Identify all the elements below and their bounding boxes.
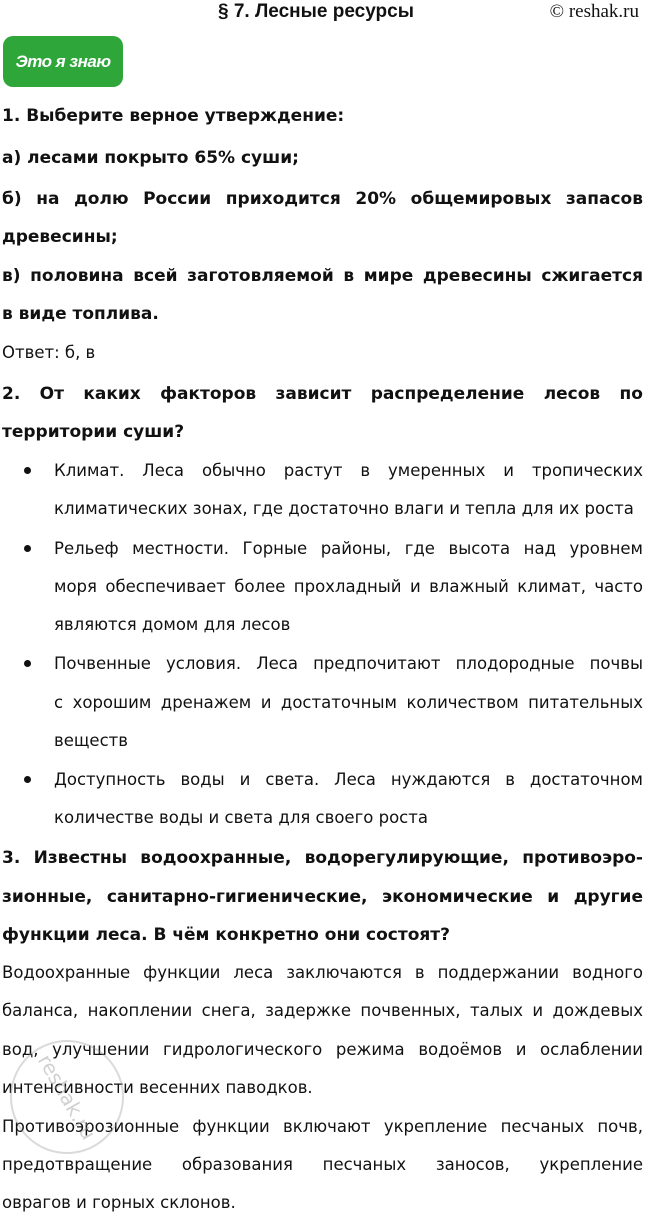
question-2-title-line-1: 2. От каких факторов зависит распределение лесов по [2, 384, 643, 404]
paragraph-line: баланса, накоплении снега, задержке почвенных, талых и дождевых [2, 1001, 643, 1020]
paragraph-line: Водоохранные функции леса заключаются в поддержании водного [2, 963, 643, 982]
bullet-icon [24, 776, 31, 783]
list-item-line: Рельеф местности. Горные районы, где высота над уровнем [54, 539, 643, 558]
paragraph-line: вод, улучшении гидрологического режима водоёмов и ослаблении [2, 1040, 643, 1059]
option-a: а) лесами покрыто 65% суши; [2, 148, 299, 168]
question-3-title-line-2: зионные, санитарно-гигиенические, экономические и другие [2, 887, 643, 907]
question-2-title-line-2: территории суши? [2, 422, 185, 442]
list-item-line: веществ [54, 731, 128, 750]
option-c-line-2: в виде топлива. [2, 304, 159, 324]
bullet-icon [24, 660, 31, 667]
list-item-line: количестве воды и света для своего роста [54, 808, 428, 827]
list-item-line: являются домом для лесов [54, 615, 291, 634]
bullet-icon [24, 545, 31, 552]
option-b-line-2: древесины; [2, 227, 118, 247]
option-c-line-1: в) половина всей заготовляемой в мире древесины сжигается [2, 266, 643, 286]
paragraph-line: Противоэрозионные функции включают укрепление песчаных почв, [2, 1117, 643, 1136]
paragraph-line: предотвращение образования песчаных заносов, укрепление [2, 1155, 643, 1174]
answer-text: Ответ: б, в [2, 343, 96, 362]
list-item-line: климатических зонах, где достаточно влаги и тепла для их роста [54, 499, 634, 518]
list-item-line: Климат. Леса обычно растут в умеренных и тропических [54, 461, 643, 480]
list-item-line: моря обеспечивает более прохладный и влажный климат, часто [54, 577, 643, 596]
paragraph-line: интенсивности весенних паводков. [2, 1078, 313, 1097]
question-3-title-line-3: функции леса. В чём конкретно они состоят? [2, 925, 451, 945]
watermark-logo: reshak.ru [0, 1019, 145, 1175]
page-title: § 7. Лесные ресурсы [218, 1, 414, 22]
list-item-line: Почвенные условия. Леса предпочитают плодородные почвы [54, 654, 643, 673]
copyright-label: © reshak.ru [549, 1, 639, 22]
question-1-title: 1. Выберите верное утверждение: [2, 106, 345, 126]
paragraph-line: оврагов и горных склонов. [2, 1193, 236, 1212]
section-badge: Это я знаю [3, 36, 123, 87]
option-b-line-1: б) на долю России приходится 20% общемировых запасов [2, 189, 643, 209]
list-item-line: с хорошим дренажем и достаточным количеством питательных [54, 693, 643, 712]
question-3-title-line-1: 3. Известны водоохранные, водорегулирующие, противоэро- [2, 848, 643, 868]
list-item-line: Доступность воды и света. Леса нуждаются в достаточном [54, 770, 643, 789]
bullet-icon [24, 467, 31, 474]
